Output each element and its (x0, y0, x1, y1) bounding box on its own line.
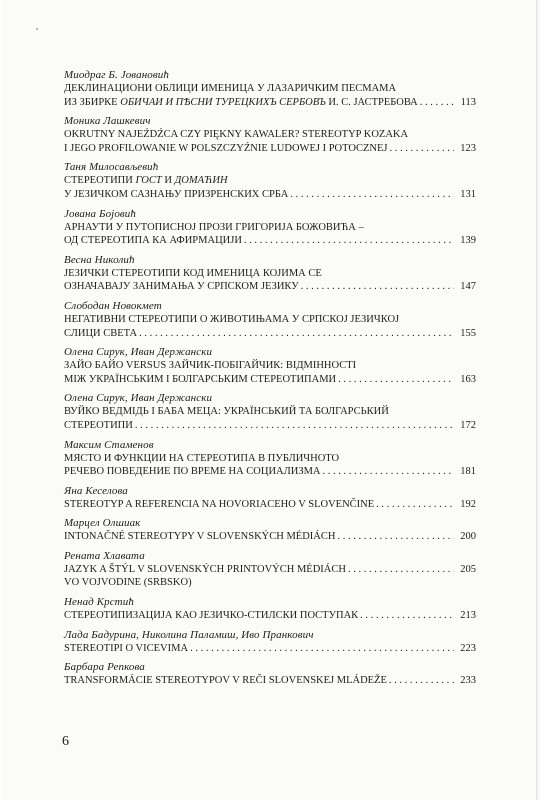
toc-entry[interactable] (64, 595, 476, 623)
toc-title-text: JAZYK A ŠTÝL V SLOVENSKÝCH PRINTOVÝCH MÉDIÁCH (64, 563, 346, 575)
toc-page-number: 123 (460, 142, 476, 154)
toc-title-text: СТЕРЕОТИПИ (64, 419, 133, 431)
toc-author: Барбара Репкова (64, 661, 145, 674)
toc-page-number: 192 (460, 498, 476, 510)
toc-page-number: 139 (460, 235, 476, 247)
table-of-contents (64, 68, 476, 693)
toc-title-text: СТЕРЕОТИПИЗАЦИЈА КАО ЈЕЗИЧКО-СТИЛСКИ ПОСТУПАК (64, 610, 359, 622)
toc-page-number: 155 (460, 327, 476, 339)
dot-leader (338, 373, 454, 387)
toc-entry[interactable] (64, 160, 476, 201)
toc-title-line-with-page (64, 498, 476, 512)
title-fragment: ДОМАЋИН (174, 175, 228, 187)
toc-entry[interactable] (64, 391, 476, 432)
toc-title-line-with-page (64, 188, 476, 202)
toc-entry[interactable] (64, 299, 476, 340)
toc-title-text (64, 96, 418, 110)
toc-title-line-with-page (64, 563, 476, 577)
toc-title-line: МЯСТО И ФУНКЦИИ НА СТЕРЕОТИПА В ПУБЛИЧНОТО (64, 452, 340, 464)
toc-entry[interactable] (64, 68, 476, 109)
toc-title-line-with-page (64, 419, 476, 433)
toc-title-line-with-page (64, 234, 476, 248)
dot-leader (348, 563, 454, 577)
dot-leader (244, 234, 454, 248)
toc-title-text: ОЗНАЧАВАЈУ ЗАНИМАЊА У СРПСКОМ ЈЕЗИКУ (64, 281, 299, 293)
toc-entry[interactable] (64, 549, 476, 590)
toc-title-line-with-page (64, 530, 476, 544)
toc-title-line: ВУЙКО ВЕДМІДЬ І БАБА МЕЦА: УКРАЇНСЬКИЙ ТА БОЛГАРСЬКИЙ (64, 406, 389, 418)
dot-leader (190, 642, 454, 656)
toc-title-line (64, 174, 476, 188)
toc-author: Таня Милосављевић (64, 161, 159, 174)
title-fragment: И. С. ЈАСТРЕБОВА (325, 96, 418, 108)
toc-author: Слободан Новокмет (64, 299, 162, 312)
toc-title-text: У ЈЕЗИЧКОМ САЗНАЊУ ПРИЗРЕНСКИХ СРБА (64, 188, 289, 200)
toc-title-line-with-page (64, 280, 476, 294)
book-page (2, 0, 537, 800)
toc-author: Яна Кеселова (64, 484, 128, 497)
toc-title-text: STEREOTYP A REFERENCIA NA HOVORIACEHO V SLOVENČINE (64, 498, 375, 510)
toc-author: Олена Сирук, Иван Держански (64, 346, 213, 359)
toc-title-line: АРНАУТИ У ПУТОПИСНОЈ ПРОЗИ ГРИГОРИЈА БОЖОВИЋА – (64, 221, 364, 233)
toc-page-number: 131 (460, 188, 476, 200)
toc-title-line-with-page (64, 642, 476, 656)
toc-author: Максим Стаменов (64, 438, 154, 451)
toc-title-line-with-page (64, 142, 476, 156)
dot-leader (139, 327, 454, 341)
dot-leader (301, 280, 454, 294)
toc-entry[interactable] (64, 516, 476, 544)
title-fragment: ГОСТ (135, 175, 162, 187)
toc-title-line: ЈЕЗИЧКИ СТЕРЕОТИПИ КОД ИМЕНИЦА КОЈИМА СЕ (64, 267, 322, 279)
toc-title-line-with-page (64, 609, 476, 623)
toc-entry[interactable] (64, 253, 476, 294)
toc-title-line: ЗАЙО БАЙО VERSUS ЗАЙЧИК-ПОБІГАЙЧИК: ВІДМІННОСТІ (64, 360, 357, 372)
title-fragment: ИЗ ЗБИРКЕ (64, 96, 121, 108)
toc-author: Лада Бадурина, Николина Паламиш, Иво Пранкович (64, 628, 314, 641)
toc-page-number: 147 (460, 281, 476, 293)
toc-entry[interactable] (64, 114, 476, 155)
toc-title-line: OKRUTNY NAJEŹDŹCA CZY PIĘKNY KAWALER? STEREOTYP KOZAKA (64, 129, 409, 141)
toc-title-line: VO VOJVODINE (SRBSKO) (64, 577, 192, 589)
toc-author: Рената Хлавата (64, 549, 145, 562)
toc-entry[interactable] (64, 207, 476, 248)
dot-leader (323, 465, 455, 479)
toc-title-line-with-page (64, 674, 476, 688)
toc-page-number: 233 (460, 675, 476, 687)
dot-leader (290, 188, 454, 202)
toc-title-line-with-page (64, 327, 476, 341)
toc-page-number: 213 (460, 610, 476, 622)
dot-leader (389, 674, 454, 688)
title-fragment: ОБИЧАИ И ПѢСНИ ТУРЕЦКИХЪ СЕРБОВЪ (120, 96, 326, 108)
toc-author: Миодраг Б. Јовановић (64, 69, 169, 81)
toc-title-line: НЕГАТИВНИ СТЕРЕОТИПИ О ЖИВОТИЊАМА У СРПСКОЈ ЈЕЗИЧКОЈ (64, 313, 400, 325)
toc-title-line-with-page (64, 465, 476, 479)
toc-title-line (64, 82, 476, 96)
title-fragment: ДЕКЛИНАЦИОНИ ОБЛИЦИ ИМЕНИЦА У ЛАЗАРИЧКИМ ПЕСМАМА (64, 83, 397, 94)
toc-author: Ненад Крстић (64, 596, 134, 609)
toc-entry[interactable] (64, 660, 476, 688)
toc-page-number: 163 (460, 373, 476, 385)
title-fragment: СТЕРЕОТИПИ (64, 175, 136, 187)
toc-author: Олена Сирук, Иван Держански (64, 392, 213, 405)
dot-leader (420, 96, 454, 110)
title-fragment: И (161, 175, 175, 187)
toc-title-text: ОД СТЕРЕОТИПА КА АФИРМАЦИЈИ (64, 235, 242, 247)
toc-title-text: РЕЧЕВО ПОВЕДЕНИЕ ПО ВРЕМЕ НА СОЦИАЛИЗМА (64, 466, 321, 478)
toc-page-number: 113 (460, 96, 476, 108)
toc-page-number: 223 (460, 642, 476, 654)
toc-entry[interactable] (64, 345, 476, 386)
dot-leader (360, 609, 454, 623)
toc-entry[interactable] (64, 438, 476, 479)
toc-author: Јована Бојовић (64, 207, 137, 220)
toc-title-text: СЛИЦИ СВЕТА (64, 327, 138, 339)
toc-page-number: 205 (460, 563, 476, 575)
toc-title-text: STEREOTIPI O VICEVIMA (64, 642, 189, 654)
dot-leader (389, 142, 454, 156)
toc-entry[interactable] (64, 628, 476, 656)
toc-page-number: 172 (460, 419, 476, 431)
toc-title-text: МІЖ УКРАЇНСЬКИМ І БОЛГАРСЬКИМ СТЕРЕОТИПАМИ (64, 373, 337, 385)
toc-author: Марцел Олшиак (64, 517, 141, 530)
toc-title-line-with-page (64, 96, 476, 110)
dot-leader (337, 530, 454, 544)
paper-speck (36, 28, 38, 30)
dot-leader (135, 419, 454, 433)
toc-author: Моника Лашкевич (64, 115, 151, 128)
dot-leader (376, 498, 454, 512)
toc-title-text: TRANSFORMÁCIE STEREOTYPOV V REČI SLOVENSKEJ MLÁDEŽE (64, 675, 387, 687)
toc-page-number: 181 (460, 466, 476, 478)
toc-page-number: 200 (460, 531, 476, 543)
toc-entry[interactable] (64, 484, 476, 512)
toc-author: Весна Николић (64, 253, 135, 266)
toc-title-line-with-page (64, 373, 476, 387)
toc-title-text: I JEGO PROFILOWANIE W POLSZCZYŹNIE LUDOWEJ I POTOCZNEJ (64, 142, 388, 154)
toc-title-text: INTONAČNÉ STEREOTYPY V SLOVENSKÝCH MÉDIÁCH (64, 531, 336, 543)
page-number: 6 (62, 734, 69, 749)
